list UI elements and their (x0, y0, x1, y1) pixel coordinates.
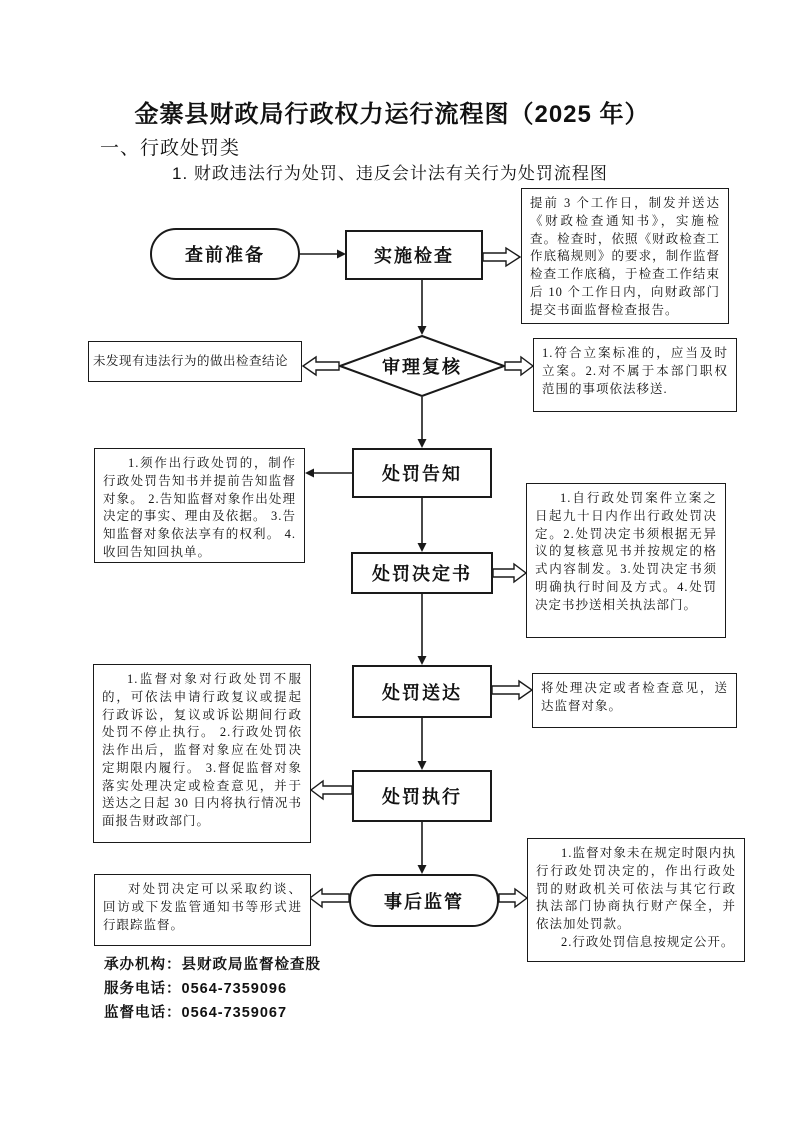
arrow-implement-to-note (483, 248, 520, 266)
note-case-filing-standard (533, 338, 737, 412)
flow-node-pre-check-preparation (150, 228, 300, 280)
flow-node-penalty-notification (352, 448, 492, 498)
flow-node-penalty-delivery (352, 665, 492, 718)
arrow-execute-to-left-note (311, 781, 352, 799)
note-text: 1.符合立案标准的，应当及时立案。2.对不属于本部门职权范围的事项依法移送. (542, 346, 728, 396)
note-no-violation-conclusion (88, 341, 302, 382)
note-text: 1.监督对象对行政处罚不服的，可依法申请行政复议或提起行政诉讼，复议或诉讼期间行政处罚不停止执行。 2.行政处罚依法作出后，监督对象应在处罚决定期限内履行。 3.督促监督对象落实处理决定或检查意见，并于送达之日起 30 日内将执行情况书面报告财政部门。 (102, 672, 302, 828)
note-text: 1.自行政处罚案件立案之日起九十日内作出行政处罚决定。2.处罚决定书须根据无异议的复核意见书并按规定的格式内容制发。3.处罚决定书须明确执行时间及方式。4.处罚决定书抄送相关执法部门。 (535, 491, 717, 612)
footer-supervision-phone: 监督电话：0564-7359067 (104, 1005, 288, 1021)
arrow-review-to-right-note (505, 357, 533, 375)
note-text: 1.须作出行政处罚的，制作行政处罚告知书并提前告知监督对象。 2.告知监督对象作出处理决定的事实、理由及依据。 3.告知监督对象依法享有的权利。 4.收回告知回执单。 (103, 456, 296, 559)
note-text: 将处理决定或者检查意见，送达监督对象。 (541, 681, 728, 713)
note-penalty-notification-detail (94, 448, 305, 563)
flow-node-label: 事后监管 (384, 891, 464, 912)
arrow-notice-to-decision (418, 498, 427, 552)
arrow-decision-to-right-note (493, 564, 526, 582)
arrow-post-to-left-note (310, 889, 349, 907)
note-penalty-decision-detail (526, 483, 726, 638)
flow-node-label: 实施检查 (374, 246, 454, 266)
flow-node-review-decision (339, 335, 505, 397)
arrow-delivery-to-execute (418, 718, 427, 770)
flow-node-label: 处罚告知 (382, 464, 462, 484)
note-text: 未发现有违法行为的做出检查结论 (93, 353, 289, 368)
arrow-notice-to-left-note (305, 469, 352, 478)
flow-node-label: 处罚决定书 (372, 564, 472, 584)
note-text: 1.监督对象未在规定时限内执行行政处罚决定的，作出行政处罚的财政机关可依法与其它行政执法部门协商执行财产保全，并依法加处罚款。 (536, 846, 736, 931)
flow-node-post-supervision (349, 874, 499, 927)
arrow-review-to-notice (418, 397, 427, 448)
section-heading: 一、行政处罚类 (100, 138, 241, 159)
note-text: 提前 3 个工作日，制发并送达《财政检查通知书》，实施检查。检查时，依照《财政检查工作底稿规则》的要求，制作监督检查工作底稿，于检查工作结束后 10 个工作日内，向财政部门提交书面监督检查报告。 (530, 196, 720, 317)
subsection-heading: 1. 财政违法行为处罚、违反会计法有关行为处罚流程图 (172, 164, 608, 183)
note-post-supervision-detail (527, 838, 745, 962)
page-title: 金寨县财政局行政权力运行流程图（2025 年） (134, 101, 650, 128)
flow-node-penalty-execution (352, 770, 492, 822)
flow-node-label: 查前准备 (185, 245, 265, 265)
flow-node-label: 处罚执行 (382, 787, 462, 807)
arrow-post-to-right-note (499, 889, 527, 907)
arrow-start-to-implement (300, 250, 346, 259)
arrow-delivery-to-right-note (492, 681, 532, 699)
arrow-implement-to-review (418, 280, 427, 335)
flow-node-label: 审理复核 (382, 357, 462, 377)
note-implement-inspection (521, 188, 729, 324)
note-execution-detail (93, 664, 311, 843)
note-text: 2.行政处罚信息按规定公开。 (561, 934, 735, 949)
note-delivery-detail (532, 673, 737, 728)
note-tracking-supervision (94, 874, 311, 946)
flow-node-implement-inspection (345, 230, 483, 280)
arrow-review-to-left-note (303, 357, 339, 375)
footer-contact-block (104, 953, 321, 1025)
footer-service-phone: 服务电话：0564-7359096 (104, 981, 288, 997)
flow-node-penalty-decision (351, 552, 493, 594)
note-text: 对处罚决定可以采取约谈、回访或下发监管通知书等形式进行跟踪监督。 (103, 882, 302, 932)
arrow-decision-to-delivery (418, 594, 427, 665)
footer-agency: 承办机构：县财政局监督检查股 (104, 957, 321, 973)
flow-node-label: 处罚送达 (382, 682, 462, 703)
arrow-execute-to-post (418, 822, 427, 874)
